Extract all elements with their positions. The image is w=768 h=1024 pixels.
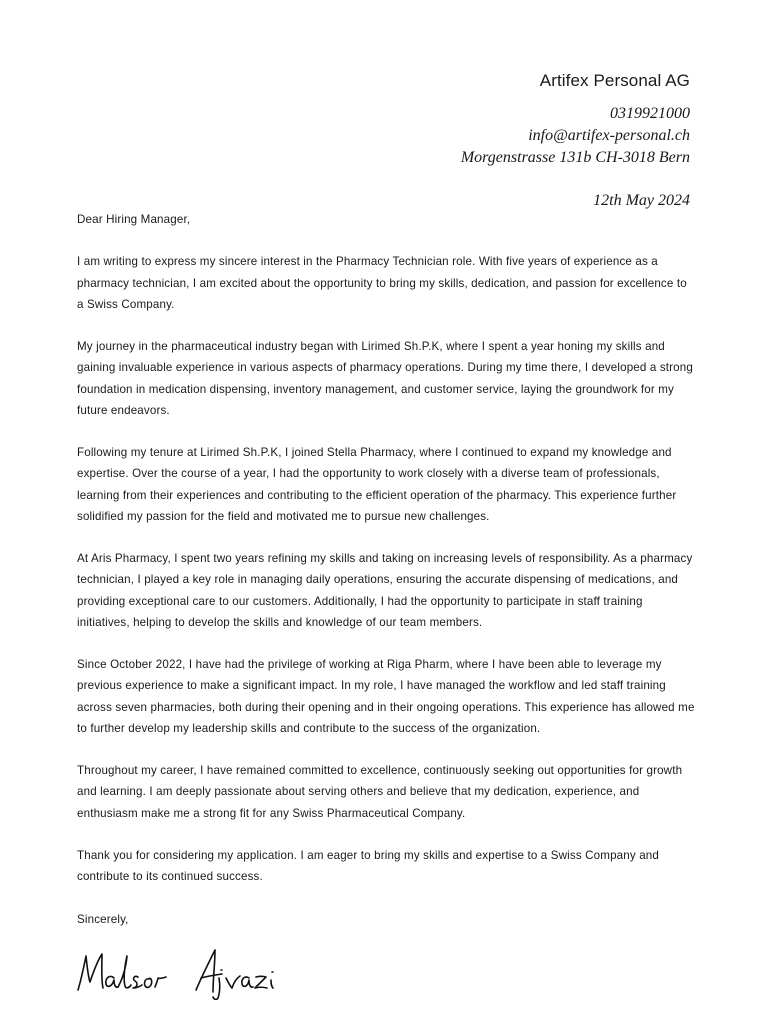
closing: Sincerely,: [77, 912, 129, 926]
handwritten-signature: [72, 942, 292, 1000]
letter-body: [77, 209, 695, 951]
paragraph-riga-pharm: Since October 2022, I have had the privilege of working at Riga Pharm, where I have been able to leverage my previous experience to make a significant impact. In my role, I have managed the workflow and led staff training across seven pharmacies, both during their opening and in their ongoing operations. This experience has allowed me to further develop my leadership skills and contribute to the success of the organization.: [77, 658, 695, 735]
paragraph-introduction: I am writing to express my sincere interest in the Pharmacy Technician role. With five years of experience as a pharmacy technician, I am excited about the opportunity to bring my skills, dedication, and passion for excellence to a Swiss Company.: [77, 255, 687, 311]
letter-date: 12th May 2024: [593, 192, 690, 209]
paragraph-thank-you: Thank you for considering my application. I am eager to bring my skills and expertise to a Swiss Company and contribute to its continued success.: [77, 848, 659, 884]
company-name: Artifex Personal AG: [539, 71, 690, 90]
email-address: info@artifex-personal.ch: [528, 127, 690, 144]
paragraph-stella-pharmacy: Following my tenure at Lirimed Sh.P.K, I joined Stella Pharmacy, where I continued to expand my knowledge and expertise. Over the course of a year, I had the opportunity to work closely with a diverse team of professionals, learning from their experiences and contributing to the efficient operation of the pharmacy. This experience further solidified my passion for the field and motivated me to pursue new challenges.: [77, 446, 677, 523]
paragraph-commitment: Throughout my career, I have remained committed to excellence, continuously seeking out opportunities for growth and learning. I am deeply passionate about serving others and believe that my dedication, experience, and enthusiasm make me a strong fit for any Swiss Pharmaceutical Company.: [77, 764, 683, 820]
paragraph-lirimed: My journey in the pharmaceutical industry began with Lirimed Sh.P.K, where I spent a year honing my skills and gaining invaluable experience in various aspects of pharmacy operations. During my time there, I developed a strong foundation in medication dispensing, inventory management, and customer service, laying the groundwork for my future endeavors.: [77, 340, 693, 417]
paragraph-aris-pharmacy: At Aris Pharmacy, I spent two years refining my skills and taking on increasing levels of responsibility. As a pharmacy technician, I played a key role in managing daily operations, ensuring the accurate dispensing of medications, and providing exceptional care to our customers. Additionally, I had the opportunity to participate in staff training initiatives, helping to develop the skills and knowledge of our team members.: [77, 552, 693, 629]
recipient-block: [461, 68, 690, 212]
phone-number: 0319921000: [610, 105, 690, 122]
street-address: Morgenstrasse 131b CH-3018 Bern: [460, 149, 690, 166]
salutation: Dear Hiring Manager,: [77, 213, 191, 226]
